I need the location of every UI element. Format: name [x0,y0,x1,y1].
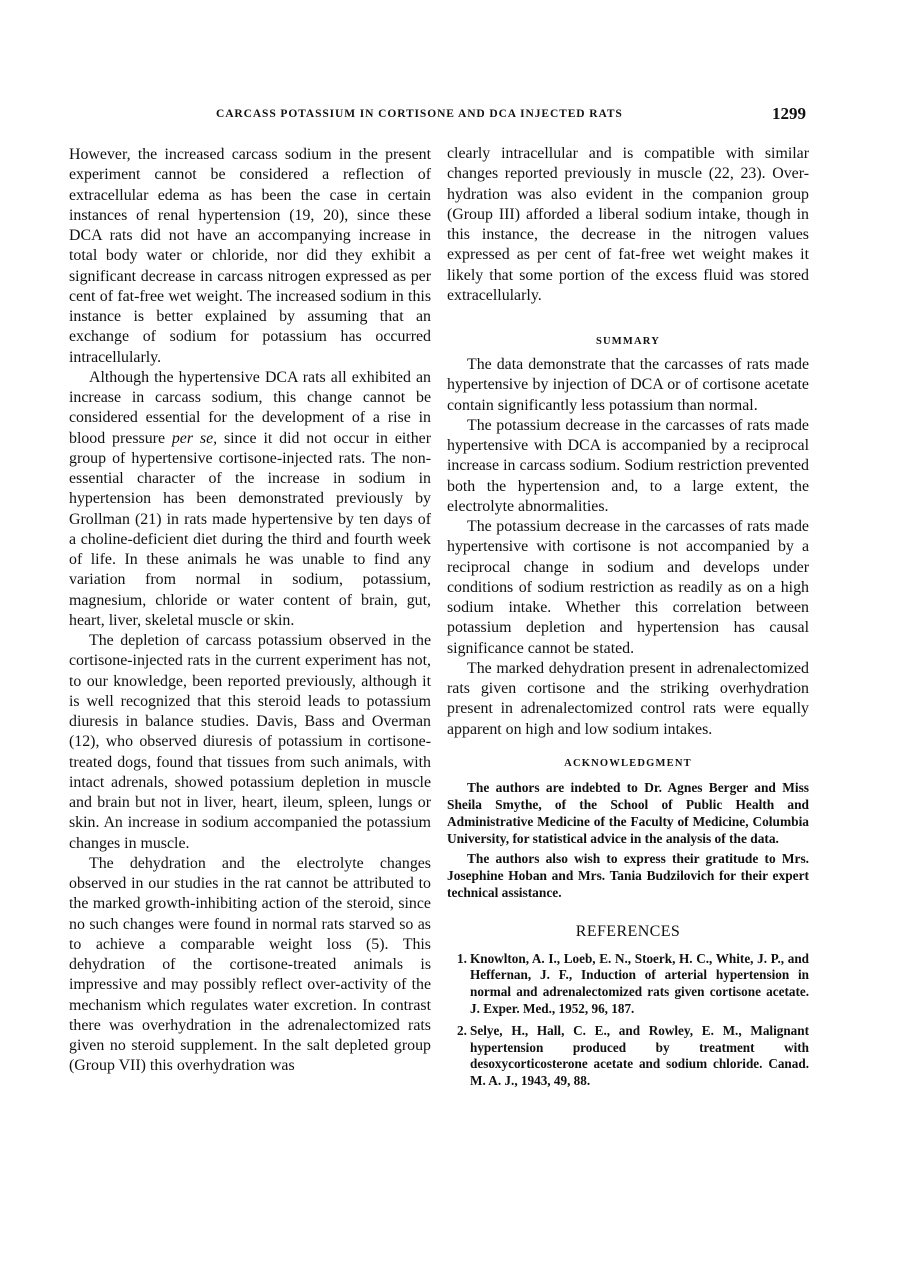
summary-paragraph: The marked dehydration present in adrenalectomized rats given cortisone and the striking overhydration present in adrenalectomized control rats were equally apparent on high and low sodium intakes. [447,659,809,738]
body-paragraph: However, the increased carcass sodium in the present experiment cannot be considered a reflection of extracellular edema as has been the case in certain instances of renal hypertension (19, 20), since these DCA rats did not have an accompanying increase in total body water or chloride, nor did they exhibit a significant decrease in carcass nitrogen expressed as per cent of fat-free wet weight. The increased sodium in this instance is better explained by assuming that an exchange of sodium for potassium has occurred intracellularly. [69,146,431,366]
body-paragraph: The dehydration and the electrolyte changes observed in our studies in the rat cannot be attributed to the marked growth-inhibiting action of the steroid, since no such changes were found in normal rats starved so as to achieve a comparable weight loss (5). This dehydration of the cortisone-treated animals is impressive and may possibly reflect over-activity of the mechanism which regulates water excretion. In contrast there was overhydration in the adrenalectomized rats given no steroid supplement. In the salt depleted group (Group VII) this overhydration was [69,854,431,1075]
reference-list [447,951,809,1090]
reference-item [447,951,809,1017]
body-paragraph: Although the hypertensive DCA rats all exhibited an increase in carcass sodium, this change cannot be considered essential for the development of a rise in blood pressure per se, since it did not occur in either group of hypertensive cortisone-injected rats. The non-essential character of the increase in sodium in hypertension has been demonstrated previously by Grollman (21) in rats made hypertensive by ten days of a choline-deficient diet during the third and fourth week of life. In these animals he was unable to find any variation from normal in sodium, potassium, magnesium, chloride or water content of brain, gut, heart, liver, skeletal muscle or skin. [69,368,431,629]
page-number: 1299 [772,104,806,123]
reference-number: 1. [457,950,467,966]
body-paragraph: The depletion of carcass potassium observed in the cortisone-injected rats in the current experiment has not, to our knowledge, been reported previously, although it is well recognized that this steroid leads to potassium diuresis in balance studies. Davis, Bass and Overman (12), who observed diuresis of potassium in cortisone- treated dogs, found that tissues from such animals, with intact adrenals, showed potassium depletion in muscle and brain but not in liver, heart, ileum, spleen, lungs or skin. An increase in sodium accompanied the potassium changes in muscle. [69,632,431,852]
summary-paragraph: The potassium decrease in the carcasses of rats made hypertensive with DCA is accompanied by a reciprocal increase in carcass sodium. Sodium restriction prevented both the hypertension and, to a large extent, the electrolyte abnormalities. [447,416,809,515]
left-column [69,145,431,1077]
reference-item [447,1023,809,1089]
acknowledgment-paragraph: The authors also wish to express their gratitude to Mrs. Josephine Hoban and Mrs. Tania Budzilovich for their expert technical assistance. [447,850,809,900]
summary-paragraph: The potassium decrease in the carcasses of rats made hypertensive with cortisone is not accompanied by a reciprocal change in sodium and develops under conditions of sodium restriction as readily as on a high sodium intake. Whether this correlation between potassium depletion and hypertension has causal significance cannot be stated. [447,518,809,657]
summary-heading: SUMMARY [595,336,661,347]
reference-text: Knowlton, A. I., Loeb, E. N., Stoerk, H. C., White, J. P., and Heffernan, J. F., Induction of arterial hypertension in normal and adrenalectomized rats given cortisone acetate. J. Exper. Med., 1952, 96, 187. [470,950,809,1016]
italic-phrase: per se, [171,429,218,447]
acknowledgment-heading: ACKNOWLEDGMENT [564,757,692,769]
reference-text: Selye, H., Hall, C. E., and Rowley, E. M., Malignant hypertension produced by treatment with desoxycorticosterone acetate and sodium chloride. Canad. M. A. J., 1943, 49, 88. [470,1023,809,1088]
references-heading: REFERENCES [575,922,681,940]
summary-paragraph: The data demonstrate that the carcasses of rats made hypertensive by injection of DCA or of cortisone acetate contain significantly less potassium than normal. [447,356,809,414]
page-header [0,104,912,128]
right-column [447,144,809,1090]
acknowledgment-paragraph: The authors are indebted to Dr. Agnes Berger and Miss Sheila Smythe, of the School of Public Health and Administrative Medicine of the Faculty of Medicine, Columbia University, for statistical advice in the analysis of the data. [447,779,809,846]
reference-number: 2. [457,1023,467,1039]
running-title: CARCASS POTASSIUM IN CORTISONE AND DCA INJECTED RATS [216,108,623,120]
body-paragraph: clearly intracellular and is compatible with similar changes reported previously in muscle (22, 23). Over-hydration was also evident in the companion group (Group III) afforded a liberal sodium intake, though in this instance, the decrease in the nitrogen values expressed as per cent of fat-free wet weight makes it likely that some portion of the excess fluid was stored extracellularly. [447,145,809,304]
